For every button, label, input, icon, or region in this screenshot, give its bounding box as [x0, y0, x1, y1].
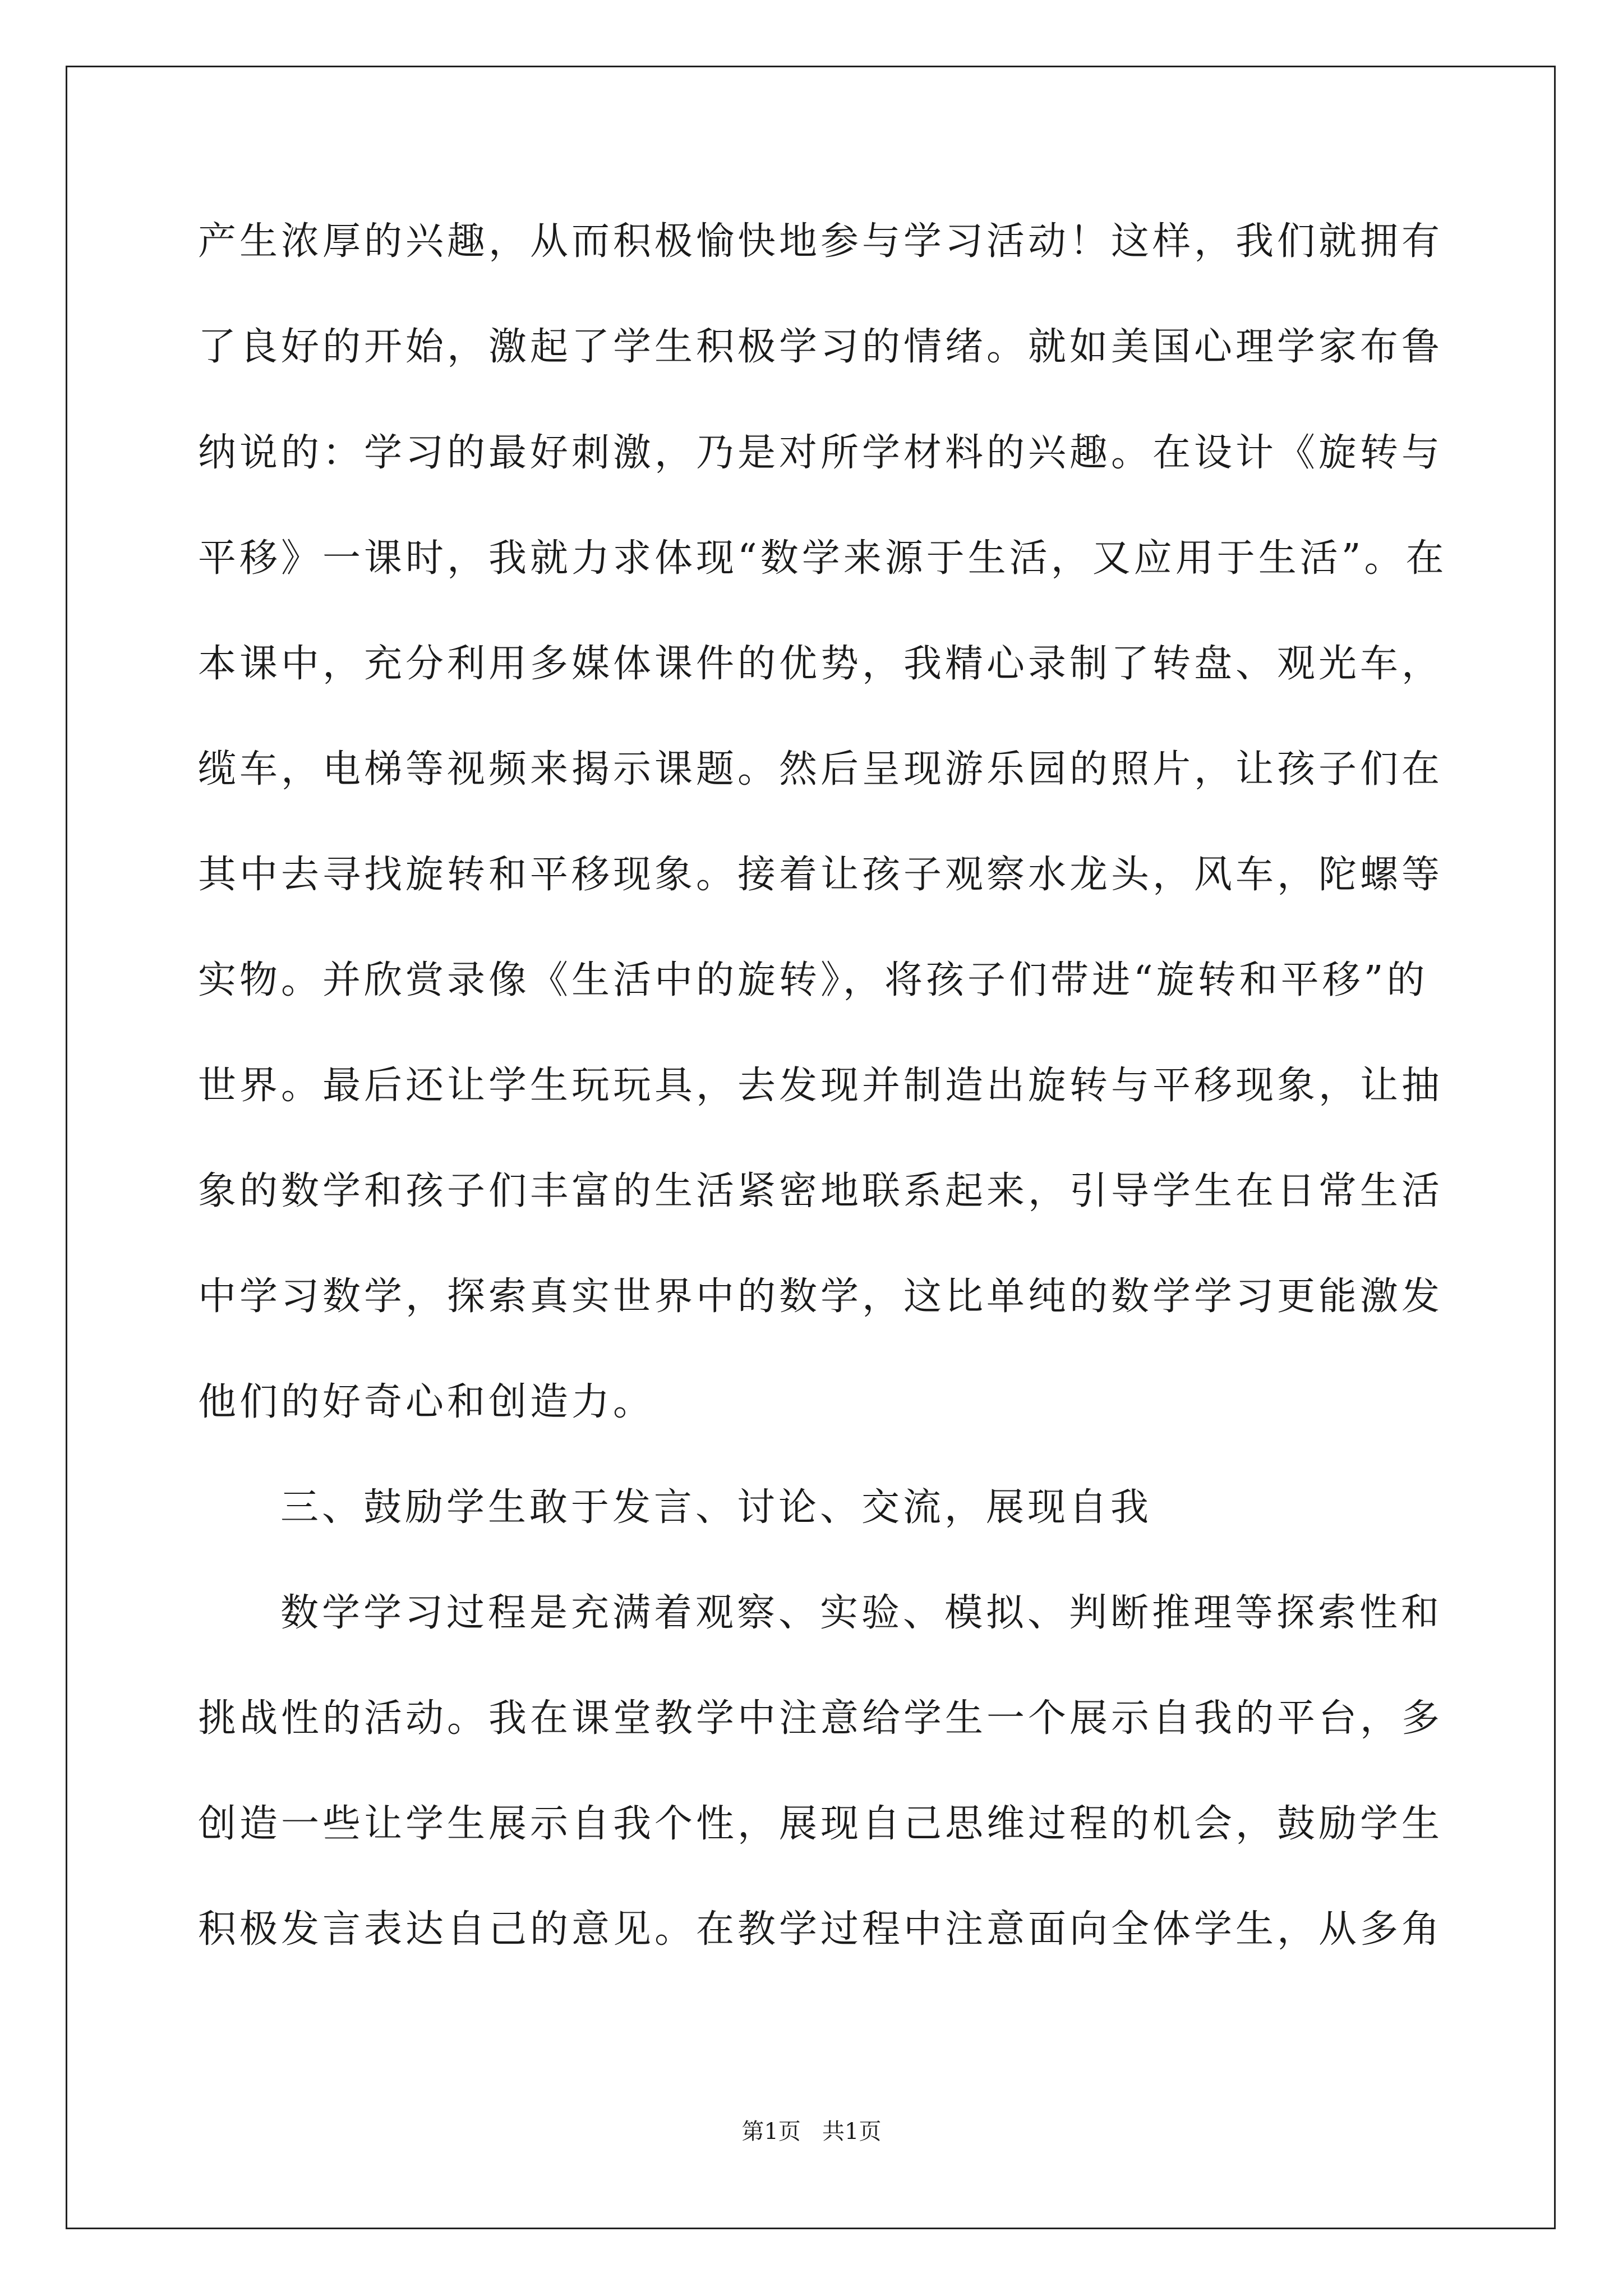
body-text-line: 平移》一课时，我就力求体现“数学来源于生活，又应用于生活”。在	[198, 536, 1447, 581]
body-text-line: 缆车，电梯等视频来揭示课题。然后呈现游乐园的照片，让孩子们在	[198, 747, 1444, 792]
body-text-line: 了良好的开始，激起了学生积极学习的情绪。就如美国心理学家布鲁	[198, 325, 1444, 369]
body-text-line: 其中去寻找旋转和平移现象。接着让孩子观察水龙头，风车，陀螺等	[198, 853, 1444, 897]
body-text-line: 他们的好奇心和创造力。	[198, 1380, 655, 1424]
page-number-footer: 第1页 共1页	[741, 2119, 882, 2145]
body-text-line: 世界。最后还让学生玩玩具，去发现并制造出旋转与平移现象，让抽	[198, 1064, 1444, 1108]
body-text-line: 本课中，充分利用多媒体课件的优势，我精心录制了转盘、观光车，	[198, 642, 1444, 686]
body-text-line: 象的数学和孩子们丰富的生活紧密地联系起来，引导学生在日常生活	[198, 1169, 1444, 1213]
body-text-line: 产生浓厚的兴趣，从而积极愉快地参与学习活动！这样，我们就拥有	[198, 219, 1444, 264]
body-text-line: 中学习数学，探索真实世界中的数学，这比单纯的数学学习更能激发	[198, 1274, 1444, 1319]
paragraph-first-line: 数学学习过程是充满着观察、实验、模拟、判断推理等探索性和	[280, 1591, 1443, 1635]
body-text-line: 挑战性的活动。我在课堂教学中注意给学生一个展示自我的平台，多	[198, 1696, 1444, 1741]
body-text-line: 纳说的：学习的最好刺激，乃是对所学材料的兴趣。在设计《旋转与	[198, 431, 1444, 475]
section-heading: 三、鼓励学生敢于发言、讨论、交流，展现自我	[280, 1485, 1152, 1530]
body-text-line: 积极发言表达自己的意见。在教学过程中注意面向全体学生，从多角	[198, 1907, 1444, 1952]
body-text-line: 创造一些让学生展示自我个性，展现自己思维过程的机会，鼓励学生	[198, 1802, 1444, 1846]
body-text-line: 实物。并欣赏录像《生活中的旋转》，将孩子们带进“旋转和平移”的	[198, 958, 1428, 1002]
